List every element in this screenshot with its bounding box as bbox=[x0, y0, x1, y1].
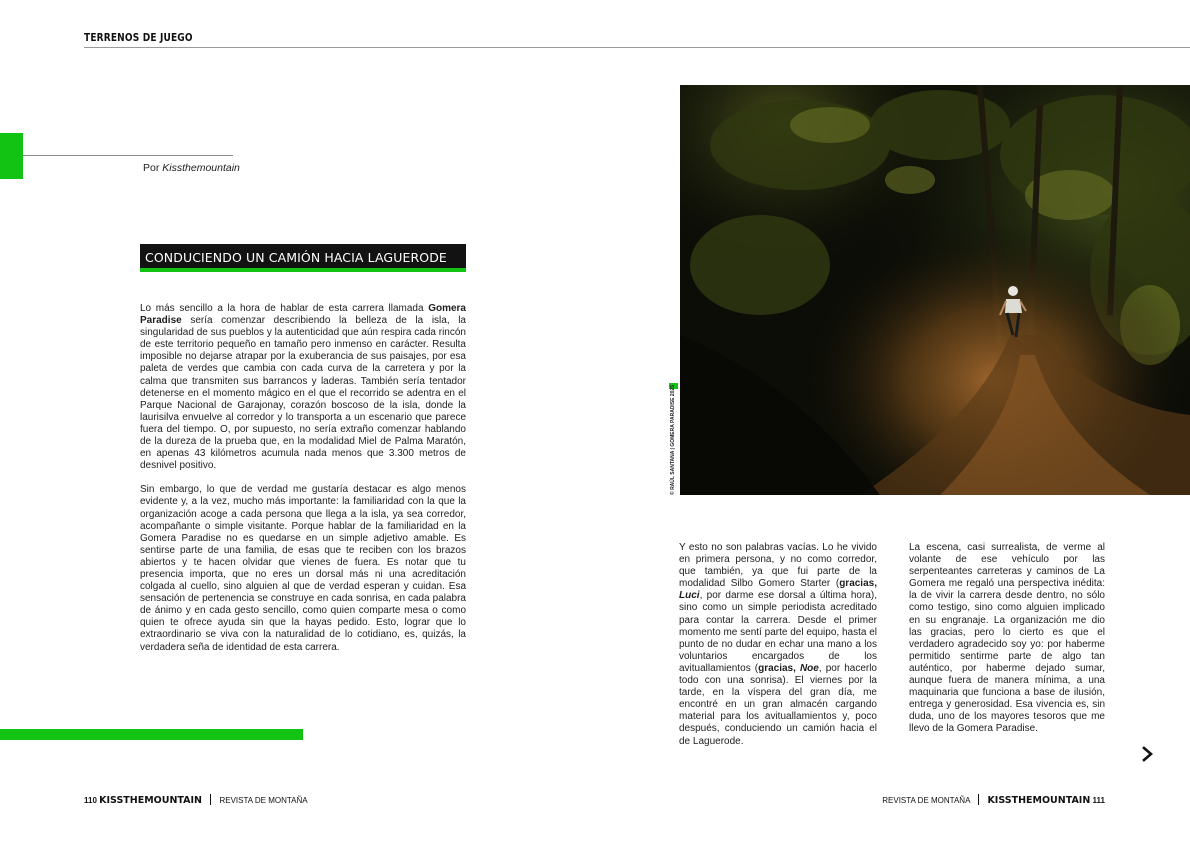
chevron-right-icon[interactable] bbox=[1139, 745, 1157, 763]
text-run: Gomera Paradise bbox=[140, 303, 466, 327]
headline: CONDUCIENDO UN CAMIÓN HACIA LAGUERODE bbox=[145, 250, 447, 265]
text-run: Sin embargo, lo que de verdad me gustaría destacar es algo menos evidente y, a la vez, mucho más importante: la familiaridad con la que la organización acoge a cada persona que llega a la isla, ya sea corredor, acompañante o simple visitante. Porque hablar de la familiaridad en la Gomera Paradise no es quedarse en un simple adjetivo amable. Es sentirse parte de una familia, de esas que te reciben con los brazos abiertos y te hacen olvidar que vienes de fuera. Es notar que tu presencia importa, que no eres un dorsal más ni una acreditación colgada al cuello, sino alguien al que de verdad esperan y cuidan. Esa sensación de pertenencia se construye en cada sonrisa, en cada palabra de ánimo y en cada gesto sencillo, como quien comparte mesa o como quien te ofrece ayuda sin que la hayas pedido. Esto, lograr que lo extraordinario se viva con la naturalidad de lo cotidiano, es, quizás, la verdadera seña de identidad de esta carrera. bbox=[140, 484, 466, 653]
brand-left: KISSTHEMOUNTAIN bbox=[99, 795, 202, 806]
chevron-right-glyph bbox=[1139, 745, 1157, 763]
byline-author: Kissthemountain bbox=[162, 162, 240, 174]
footer-separator bbox=[210, 794, 211, 805]
text-run: , por hacerlo todo con una sonrisa). El viernes por la tarde, en la víspera del gran día, me encontré en un gran almacén cargando material para los avituallamientos y, poco después, conduciendo un camión hacia el de Laguerode. bbox=[679, 662, 877, 747]
text-run: La escena, casi surrealista, de verme al volante de ese vehículo por las serpenteantes carreteras y caminos de La Gomera me regaló una perspectiva inédita: la de vivir la carrera desde dentro, no sólo como testigo, sino como alguien implicado en su engranaje. La organización me dio las gracias, pero lo cierto es que el verdadero agradecido soy yo: por haberme permitido sentirme parte de algo tan auténtico, por haberme dejado sumar, aunque fuera de manera mínima, a una maquinaria que funciona a base de ilusión, entrega y generosidad. Esa vivencia es, sin duda, uno de los mayores tesoros que me llevo de la Gomera Paradise. bbox=[909, 542, 1105, 735]
text-run: Noe bbox=[799, 662, 819, 674]
green-tab-accent bbox=[0, 133, 23, 179]
column2-paragraph bbox=[679, 542, 877, 748]
paragraph-spacer bbox=[140, 472, 466, 484]
byline-rule bbox=[23, 155, 233, 156]
byline-prefix: Por bbox=[143, 162, 160, 174]
photo-credit bbox=[669, 383, 678, 495]
text-run: , por darme ese dorsal a última hora), sino como un simple periodista acreditado para contar la carrera. Desde el primer momento me sentí parte del equipo, hasta el punto de no dudar en echar una mano a los voluntarios encargados de los avituallamientos ( bbox=[679, 590, 877, 674]
text-run: Luci bbox=[679, 590, 700, 602]
column1-paragraph-2 bbox=[140, 484, 466, 653]
column3-paragraph bbox=[909, 542, 1105, 736]
column1-paragraph-1 bbox=[140, 303, 466, 472]
header-rule bbox=[84, 47, 1190, 48]
text-run: gracias, bbox=[758, 662, 800, 674]
trail-runner-photo bbox=[680, 85, 1190, 495]
text-run: gracias, bbox=[839, 578, 877, 590]
footer-right bbox=[882, 794, 1105, 806]
byline bbox=[143, 162, 240, 174]
page-number-right: 111 bbox=[1092, 796, 1105, 805]
article-column-2 bbox=[679, 542, 877, 748]
text-run: Lo más sencillo a la hora de hablar de esta carrera llamada bbox=[140, 303, 429, 314]
page-number-left: 110 bbox=[84, 796, 97, 805]
article-column-1 bbox=[140, 303, 466, 654]
headline-box bbox=[140, 244, 466, 272]
photo-credit-text: © RAÚL SANTANA | GOMERA PARADISE 2025 bbox=[670, 384, 676, 495]
text-run: sería comenzar describiendo la belleza de la isla, la singularidad de sus pueblos y la autenticidad que aún respira cada rincón de este territorio pequeño en tamaño pero inmenso en carácter. Resulta imposible no dejarse atrapar por la exuberancia de sus paisajes, por esa paleta de verdes que cambia con cada curva de la carretera y por la calma que transmiten sus barrancos y laderas. También sería tentador detenerse en el momento mágico en el que el recorrido se adentra en el Parque Nacional de Garajonay, corazón boscoso de la isla, donde la laurisilva envuelve al corredor y lo transporta a un escenario que parece fuera del tiempo. O, por supuesto, no sería extraño comenzar hablando de la dureza de la prueba que, en la modalidad Miel de Palma Maratón, en apenas 43 kilómetros acumula nada menos que 3.300 metros de desnivel positivo. bbox=[140, 315, 466, 472]
green-bottom-bar bbox=[0, 729, 303, 740]
brand-right: KISSTHEMOUNTAIN bbox=[987, 795, 1091, 806]
tagline-right: REVISTA DE MONTAÑA bbox=[882, 796, 970, 805]
section-label: TERRENOS DE JUEGO bbox=[84, 31, 193, 44]
text-run: Y esto no son palabras vacías. Lo he vivido en primera persona, y no como corredor, que también, ya que fui parte de la modalidad Silbo Gomero Starter ( bbox=[679, 542, 877, 590]
forest-trail-illustration bbox=[680, 85, 1190, 495]
footer-left bbox=[84, 794, 308, 806]
footer-separator bbox=[978, 794, 979, 805]
tagline-left: REVISTA DE MONTAÑA bbox=[219, 796, 308, 805]
article-column-3 bbox=[909, 542, 1105, 736]
